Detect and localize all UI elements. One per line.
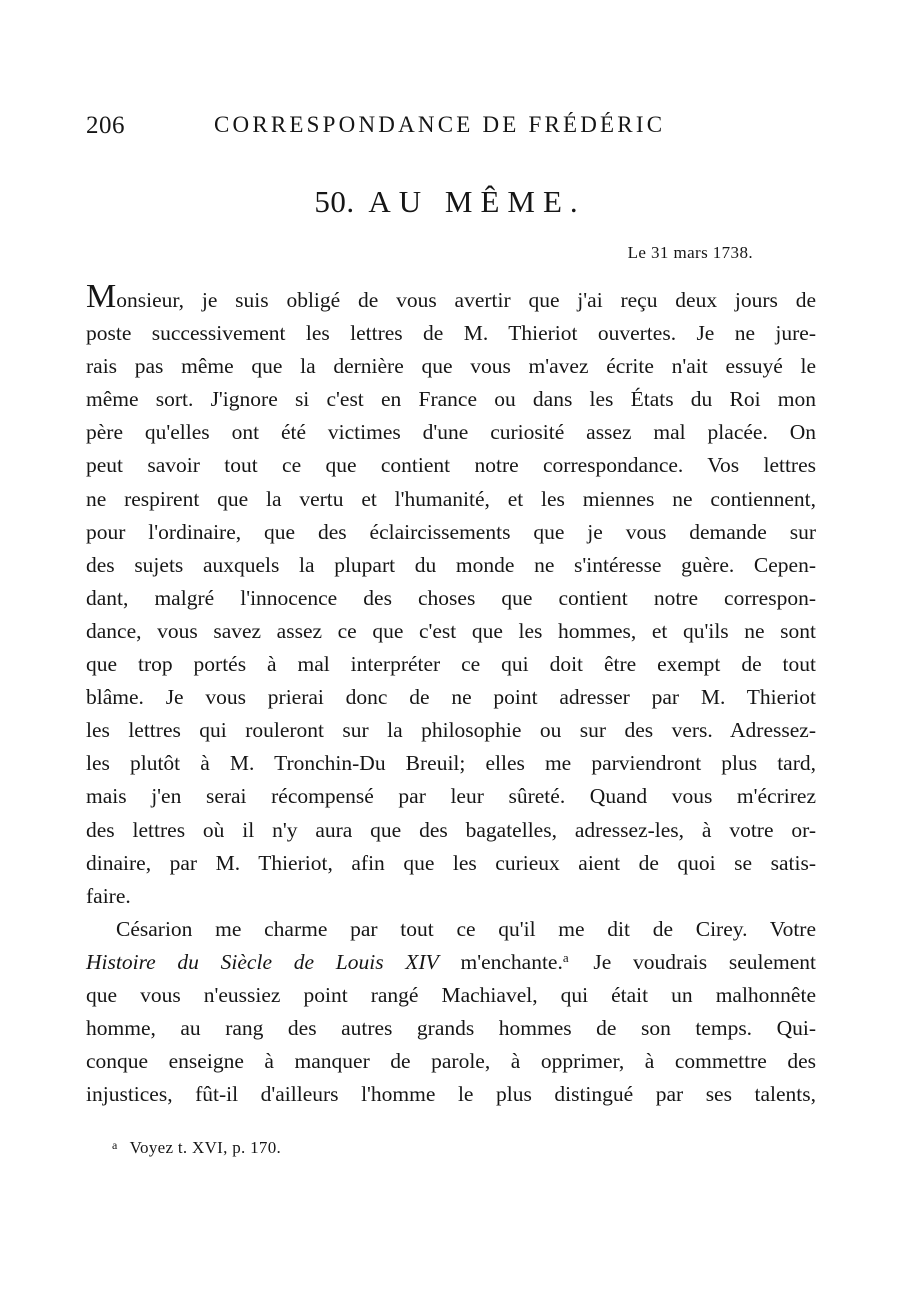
body-line: faire. — [86, 883, 131, 908]
body-line: les lettres qui rouleront sur la philosophie ou sur des vers. Adressez- — [86, 718, 816, 743]
body-line — [86, 946, 816, 979]
first-line-text: onsieur, je suis obligé de vous avertir que j'ai reçu deux jours de — [116, 288, 816, 312]
body-line: injustices, fût-il d'ailleurs l'homme le plus distingué par ses talents, — [86, 1082, 816, 1107]
body-line: des sujets auxquels la plupart du monde ne s'intéresse guère. Cepen- — [86, 552, 816, 577]
body-line: rais pas même que la dernière que vous m'avez écrite n'ait essuyé le — [86, 354, 816, 379]
footnote-reference: a — [562, 949, 569, 965]
body-line: dinaire, par M. Thieriot, afin que les curieux aient de quoi se satis- — [86, 850, 816, 875]
body-line: des lettres où il n'y aura que des bagatelles, adressez-les, à votre or- — [86, 817, 816, 842]
body-line: mais j'en serai récompensé par leur sûreté. Quand vous m'écrirez — [86, 784, 816, 809]
body-line: pour l'ordinaire, que des éclaircissements que je vous demande sur — [86, 519, 816, 544]
body-line — [86, 278, 816, 317]
footnote — [112, 1138, 281, 1158]
drop-cap: M — [86, 278, 117, 315]
body-line: peut savoir tout ce que contient notre correspondance. Vos lettres — [86, 453, 816, 478]
letter-number: 50. — [314, 184, 355, 219]
body-line: Césarion me charme par tout ce qu'il me dit de Cirey. Votre — [116, 916, 816, 941]
body-line: même sort. J'ignore si c'est en France ou dans les États du Roi mon — [86, 387, 816, 412]
letter-body — [86, 278, 816, 1111]
page-number: 206 — [86, 112, 125, 139]
body-line: conque enseigne à manquer de parole, à opprimer, à commettre des — [86, 1049, 816, 1074]
letter-heading — [0, 184, 900, 220]
body-line: les plutôt à M. Tronchin-Du Breuil; elles me parviendront plus tard, — [86, 751, 816, 776]
footnote-mark: a — [112, 1138, 118, 1152]
body-line: père qu'elles ont été victimes d'une curiosité assez mal placée. On — [86, 420, 816, 445]
footnote-text: Voyez t. XVI, p. 170. — [129, 1138, 282, 1157]
running-head: CORRESPONDANCE DE FRÉDÉRIC — [214, 112, 666, 137]
letter-title: AU MÊME. — [368, 184, 586, 219]
body-line: dance, vous savez assez ce que c'est que les hommes, et qu'ils ne sont — [86, 618, 816, 643]
body-line: que trop portés à mal interpréter ce qui doit être exempt de tout — [86, 652, 816, 677]
letter-date: Le 31 mars 1738. — [627, 243, 753, 262]
body-line: ne respirent que la vertu et l'humanité, et les miennes ne contiennent, — [86, 486, 816, 511]
body-line: dant, malgré l'innocence des choses que contient notre correspon- — [86, 585, 816, 610]
body-line: blâme. Je vous prierai donc de ne point adresser par M. Thieriot — [86, 685, 816, 710]
body-text-fragment: Je voudrais seulement — [571, 949, 816, 974]
body-line: homme, au rang des autres grands hommes de son temps. Qui- — [86, 1016, 816, 1041]
body-line: poste successivement les lettres de M. Thieriot ouvertes. Je ne jure- — [86, 321, 816, 346]
book-title-italic: Histoire du Siècle de Louis XIV — [86, 949, 439, 974]
body-text-fragment: m'enchante. — [438, 949, 563, 974]
body-line: que vous n'eussiez point rangé Machiavel, qui était un malhonnête — [86, 982, 816, 1007]
